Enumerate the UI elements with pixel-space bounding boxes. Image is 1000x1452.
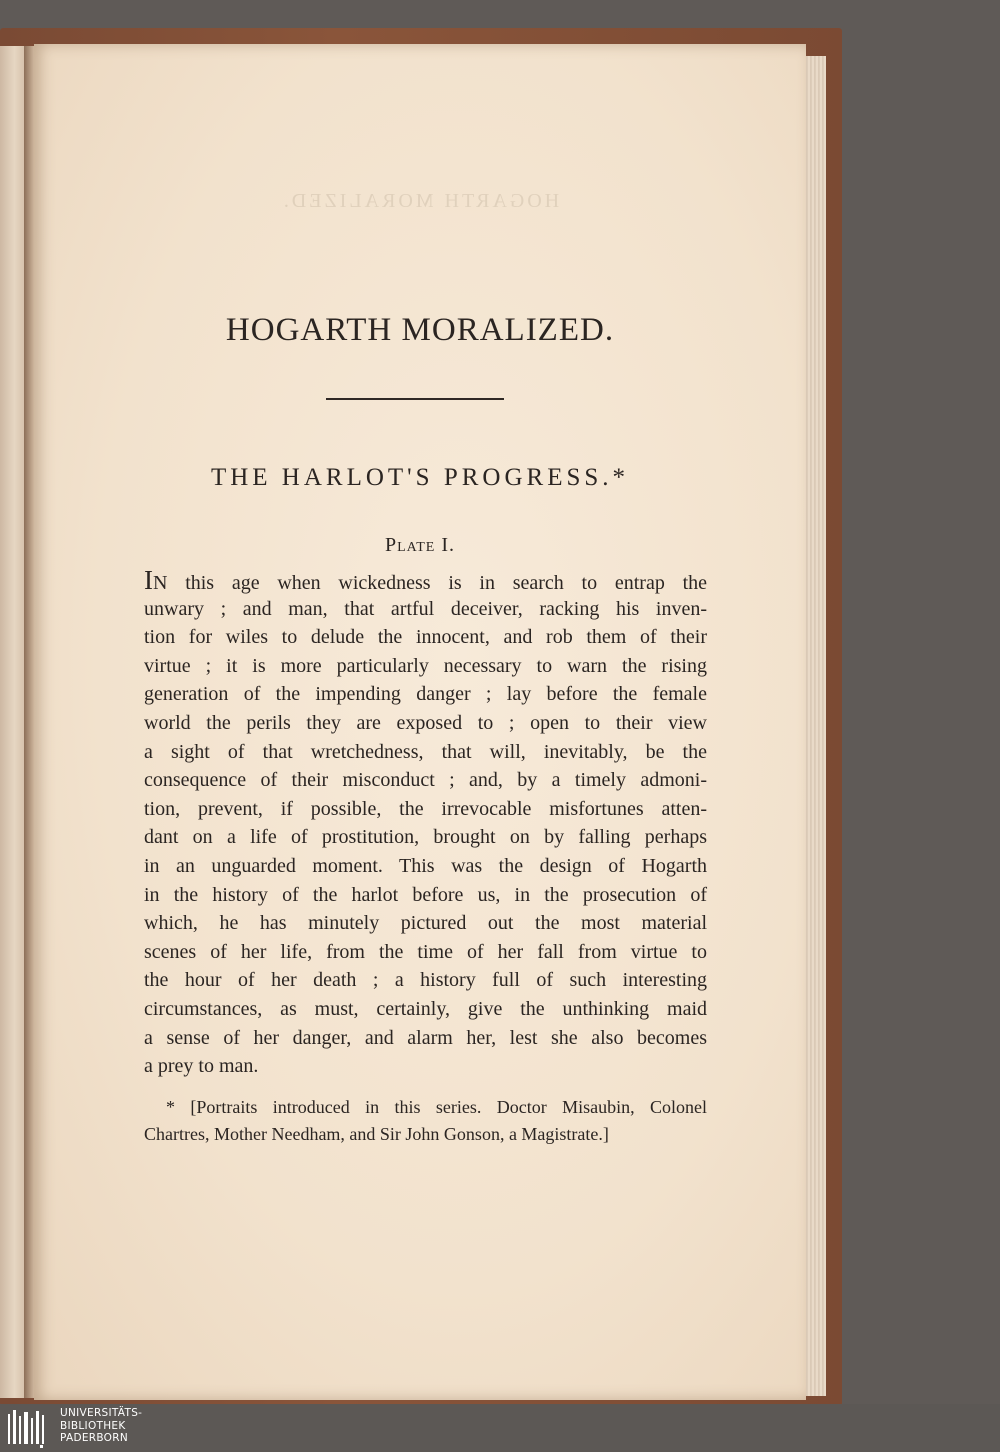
section-title: THE HARLOT'S PROGRESS.* (210, 464, 630, 491)
text-line: in an unguarded moment. This was the design of Hogarth (144, 854, 707, 877)
text-line: the hour of her death ; a history full of such interesting (144, 969, 707, 992)
library-name: UNIVERSITÄTS- BIBLIOTHEK PADERBORN (60, 1407, 143, 1444)
text-line: in the history of the harlot before us, in the prosecution of (144, 883, 707, 906)
text-line: virtue ; it is more particularly necessary to warn the rising (144, 654, 707, 677)
footnote (144, 1094, 707, 1148)
text-line: consequence of their misconduct ; and, by a timely admoni- (144, 769, 707, 792)
drop-cap: I (144, 565, 153, 595)
text-line: which, he has minutely pictured out the most material (144, 912, 707, 935)
footnote-line: Chartres, Mother Needham, and Sir John Gonson, a Magistrate.] (144, 1124, 609, 1144)
show-through-running-head: HOGARTH MORALIZED. (280, 190, 560, 212)
body-paragraph (144, 566, 707, 1081)
text-line: a prey to man. (144, 1055, 259, 1078)
book-page (34, 44, 806, 1400)
plate-heading: Plate I. (385, 534, 455, 556)
text-line: tion for wiles to delude the innocent, and rob them of their (144, 626, 707, 649)
text-line: IN this age when wickedness is in search to entrap the (144, 565, 707, 595)
book-gutter (24, 46, 34, 1398)
page-title: HOGARTH MORALIZED. (225, 312, 615, 348)
text-line: tion, prevent, if possible, the irrevocable misfortunes atten- (144, 797, 707, 820)
page-edges (804, 56, 826, 1396)
text-line: a sense of her danger, and alarm her, lest she also becomes (144, 1026, 707, 1049)
library-logo-icon (6, 1408, 52, 1448)
text-line: unwary ; and man, that artful deceiver, racking his inven- (144, 597, 707, 620)
text-line: a sight of that wretchedness, that will, inevitably, be the (144, 740, 707, 763)
left-page-edge (0, 46, 24, 1398)
title-rule (326, 398, 504, 400)
text-line: scenes of her life, from the time of her fall from virtue to (144, 940, 707, 963)
text-line: dant on a life of prostitution, brought on by falling perhaps (144, 826, 707, 849)
text-line: circumstances, as must, certainly, give the unthinking maid (144, 997, 707, 1020)
footnote-line: * [Portraits introduced in this series. Doctor Misaubin, Colonel (166, 1097, 707, 1117)
text-line: world the perils they are exposed to ; open to their view (144, 711, 707, 734)
text-line: generation of the impending danger ; lay before the female (144, 683, 707, 706)
library-footer (0, 1404, 1000, 1452)
